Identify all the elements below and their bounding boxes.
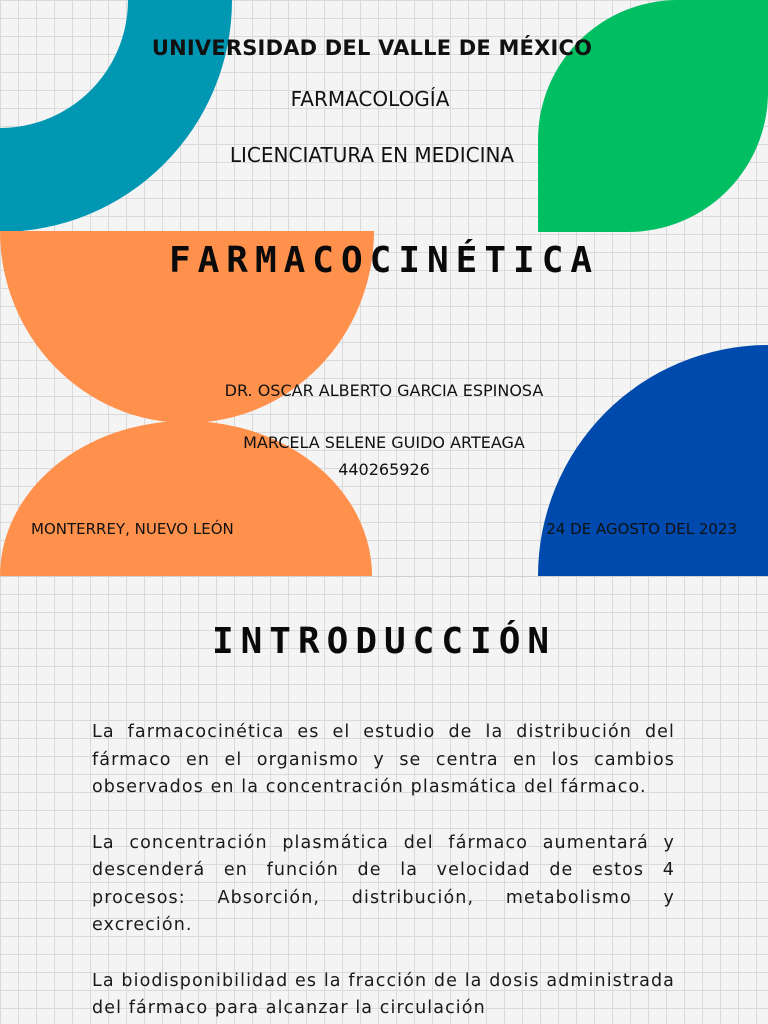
intro-paragraph-3: La biodisponibilidad es la fracción de la dosis administrada del fármaco para alcanzar la circulación <box>92 970 675 1018</box>
career-name: LICENCIATURA EN MEDICINA <box>229 143 515 167</box>
introduction-title: INTRODUCCIÓN <box>211 621 557 662</box>
professor-name: DR. OSCAR ALBERTO GARCIA ESPINOSA <box>224 381 544 400</box>
document-title: FARMACOCINÉTICA <box>168 240 600 281</box>
introduction-page <box>0 576 768 1024</box>
university-name: UNIVERSIDAD DEL VALLE DE MÉXICO <box>151 36 593 60</box>
teal-arc-shape <box>0 0 232 232</box>
green-leaf-shape <box>538 0 768 232</box>
date-text: 24 DE AGOSTO DEL 2023 <box>546 520 737 538</box>
student-id: 440265926 <box>338 460 430 479</box>
student-name: MARCELA SELENE GUIDO ARTEAGA <box>243 433 525 452</box>
subject-name: FARMACOLOGÍA <box>290 87 450 111</box>
intro-paragraph-1: La farmacocinética es el estudio de la distribución del fármaco en el organismo y se centra en los cambios observados en la concentración plasmática del fármaco. <box>92 722 675 797</box>
introduction-body <box>92 719 675 1024</box>
intro-paragraph-2: La concentración plasmática del fármaco aumentará y descenderá en función de la velocidad de estos 4 procesos: Absorción, distribución, metabolismo y excreción. <box>92 832 675 935</box>
location-text: MONTERREY, NUEVO LEÓN <box>31 520 234 538</box>
